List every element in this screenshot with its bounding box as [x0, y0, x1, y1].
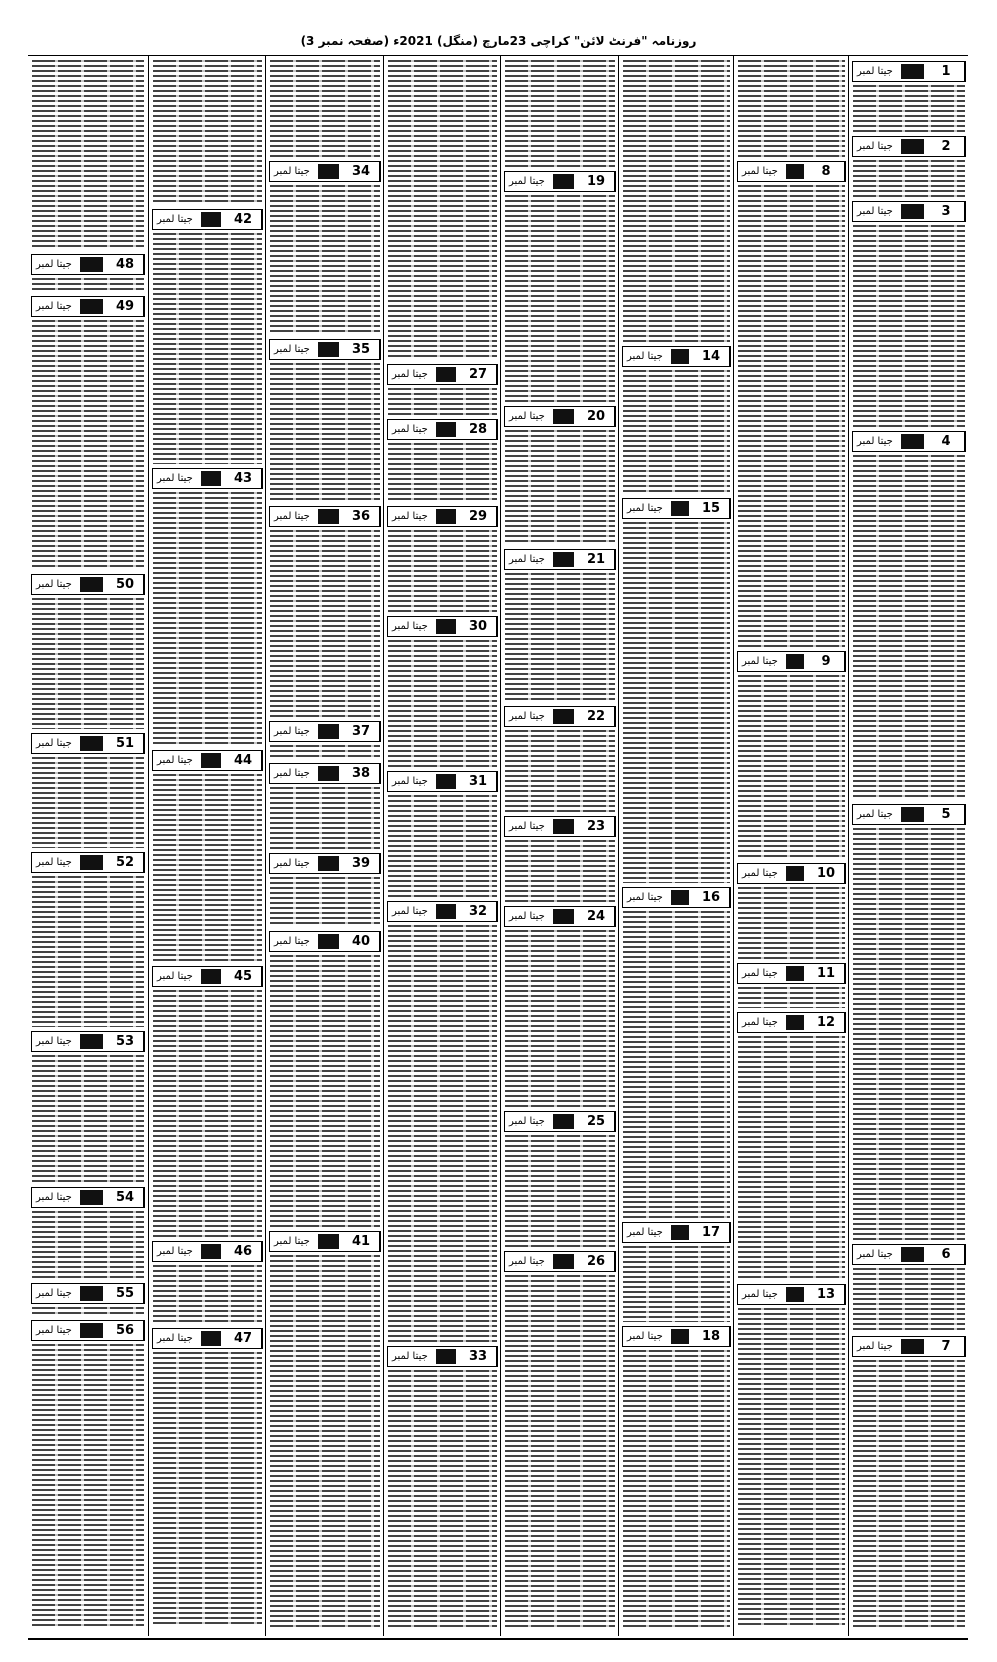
section-number: 52	[107, 853, 144, 872]
section-number: 51	[107, 734, 144, 753]
section-number: 44	[225, 751, 262, 770]
header-bar	[786, 866, 804, 881]
section-header	[504, 406, 616, 427]
section-number: 26	[578, 1252, 615, 1271]
section-header	[504, 1111, 616, 1132]
header-bar	[201, 753, 221, 768]
section-header	[31, 733, 145, 754]
article-text-block	[623, 522, 730, 883]
section-number: 13	[808, 1285, 845, 1304]
section-number: 33	[460, 1347, 497, 1366]
article-text-block	[623, 1350, 730, 1627]
section-number: 19	[578, 172, 615, 191]
section-label: جیتا لمبر	[392, 369, 428, 380]
section-header	[622, 346, 731, 367]
article-text-block	[270, 1255, 380, 1627]
section-header	[737, 1284, 846, 1305]
article-text-block	[32, 278, 144, 292]
section-number: 15	[693, 499, 730, 518]
article-text-block	[270, 787, 380, 849]
article-text-block	[853, 1268, 965, 1332]
section-header	[737, 161, 846, 182]
header-bar	[786, 1287, 804, 1302]
header-bar	[318, 856, 339, 871]
header-bar	[436, 367, 456, 382]
section-label: جیتا لمبر	[392, 511, 428, 522]
header-bar	[318, 509, 339, 524]
section-header	[31, 1283, 145, 1304]
section-label: جیتا لمبر	[274, 726, 310, 737]
section-header	[31, 574, 145, 595]
header-bar	[201, 471, 221, 486]
article-text-block	[388, 795, 497, 897]
section-header	[852, 431, 966, 452]
section-header	[152, 1328, 263, 1349]
section-label: جیتا لمبر	[742, 1017, 778, 1028]
article-text-block	[388, 388, 497, 415]
section-number: 40	[343, 932, 380, 951]
section-label: جیتا لمبر	[857, 141, 893, 152]
section-header	[269, 506, 381, 527]
article-text-block	[505, 195, 615, 402]
section-header	[737, 863, 846, 884]
header-bar	[318, 342, 339, 357]
header-bar	[901, 434, 924, 449]
header-bar	[553, 819, 574, 834]
section-number: 2	[928, 137, 965, 156]
header-bar	[436, 774, 456, 789]
section-label: جیتا لمبر	[742, 868, 778, 879]
header-bar	[671, 890, 689, 905]
section-label: جیتا لمبر	[36, 1325, 72, 1336]
header-bar	[436, 509, 456, 524]
column-6	[265, 56, 384, 1636]
section-number: 41	[343, 1232, 380, 1251]
section-label: جیتا لمبر	[157, 755, 193, 766]
section-number: 24	[578, 907, 615, 926]
section-number: 11	[808, 964, 845, 983]
section-label: جیتا لمبر	[36, 579, 72, 590]
section-number: 6	[928, 1245, 965, 1264]
article-text-block	[738, 887, 845, 959]
article-text-block	[388, 925, 497, 1342]
article-text-block	[270, 745, 380, 759]
section-number: 25	[578, 1112, 615, 1131]
header-bar	[201, 212, 221, 227]
section-header	[387, 901, 498, 922]
article-text-block	[153, 1265, 262, 1324]
column-grid	[28, 55, 968, 1636]
section-header	[504, 1251, 616, 1272]
section-header	[852, 61, 966, 82]
section-label: جیتا لمبر	[36, 738, 72, 749]
article-text-block	[32, 1344, 144, 1627]
article-text-block	[270, 530, 380, 717]
article-text-block	[738, 60, 845, 157]
section-label: جیتا لمبر	[157, 1333, 193, 1344]
column-7	[148, 56, 266, 1636]
section-header	[269, 931, 381, 952]
header-bar	[901, 1339, 924, 1354]
article-text-block	[270, 877, 380, 927]
section-header	[152, 966, 263, 987]
section-label: جیتا لمبر	[157, 1246, 193, 1257]
header-bar	[671, 1225, 689, 1240]
section-label: جیتا لمبر	[742, 656, 778, 667]
section-header	[152, 1241, 263, 1262]
section-label: جیتا لمبر	[509, 554, 545, 565]
section-number: 17	[693, 1223, 730, 1242]
section-header	[152, 750, 263, 771]
article-text-block	[623, 370, 730, 494]
section-number: 20	[578, 407, 615, 426]
header-bar	[80, 1034, 103, 1049]
section-header	[152, 468, 263, 489]
header-bar	[553, 409, 574, 424]
article-text-block	[738, 1036, 845, 1280]
section-number: 55	[107, 1284, 144, 1303]
article-text-block	[153, 1352, 262, 1627]
section-label: جیتا لمبر	[857, 1249, 893, 1260]
header-bar	[671, 501, 689, 516]
article-text-block	[505, 60, 615, 167]
section-number: 30	[460, 617, 497, 636]
section-header	[269, 763, 381, 784]
section-number: 34	[343, 162, 380, 181]
section-label: جیتا لمبر	[392, 621, 428, 632]
section-header	[622, 498, 731, 519]
section-header	[269, 161, 381, 182]
article-text-block	[388, 640, 497, 767]
section-number: 16	[693, 888, 730, 907]
section-number: 49	[107, 297, 144, 316]
section-header	[504, 706, 616, 727]
section-header	[269, 853, 381, 874]
section-label: جیتا لمبر	[36, 301, 72, 312]
article-text-block	[153, 492, 262, 746]
section-header	[31, 254, 145, 275]
article-text-block	[388, 1370, 497, 1627]
section-number: 7	[928, 1337, 965, 1356]
section-header	[387, 419, 498, 440]
section-number: 9	[808, 652, 845, 671]
header-bar	[553, 552, 574, 567]
article-text-block	[153, 774, 262, 962]
section-number: 31	[460, 772, 497, 791]
article-text-block	[270, 60, 380, 157]
section-header	[152, 209, 263, 230]
section-number: 53	[107, 1032, 144, 1051]
section-header	[387, 364, 498, 385]
section-header	[737, 651, 846, 672]
section-label: جیتا لمبر	[36, 1192, 72, 1203]
footer-rule	[28, 1638, 968, 1640]
column-3	[618, 56, 734, 1636]
section-header	[622, 887, 731, 908]
header-bar	[786, 164, 804, 179]
section-number: 46	[225, 1242, 262, 1261]
section-header	[852, 804, 966, 825]
section-number: 1	[928, 62, 965, 81]
header-bar	[80, 736, 103, 751]
section-number: 48	[107, 255, 144, 274]
article-text-block	[32, 1307, 144, 1316]
section-header	[852, 1244, 966, 1265]
header-bar	[80, 1286, 103, 1301]
section-header	[31, 1320, 145, 1341]
header-bar	[786, 966, 804, 981]
column-1	[848, 56, 969, 1636]
header-bar	[80, 1190, 103, 1205]
article-text-block	[505, 730, 615, 812]
section-label: جیتا لمبر	[36, 857, 72, 868]
section-number: 3	[928, 202, 965, 221]
section-label: جیتا لمبر	[742, 968, 778, 979]
section-header	[622, 1326, 731, 1347]
section-header	[387, 616, 498, 637]
section-header	[31, 1187, 145, 1208]
section-number: 37	[343, 722, 380, 741]
section-label: جیتا لمبر	[274, 166, 310, 177]
article-text-block	[32, 60, 144, 250]
header-bar	[671, 1329, 689, 1344]
article-text-block	[738, 1308, 845, 1627]
header-bar	[901, 807, 924, 822]
header-bar	[318, 1234, 339, 1249]
section-number: 23	[578, 817, 615, 836]
header-bar	[436, 619, 456, 634]
header-bar	[901, 204, 924, 219]
header-bar	[80, 855, 103, 870]
article-text-block	[505, 930, 615, 1107]
section-label: جیتا لمبر	[627, 1227, 663, 1238]
article-text-block	[623, 60, 730, 342]
article-text-block	[738, 185, 845, 647]
header-bar	[786, 654, 804, 669]
section-label: جیتا لمبر	[509, 411, 545, 422]
section-number: 36	[343, 507, 380, 526]
header-bar	[901, 64, 924, 79]
section-number: 39	[343, 854, 380, 873]
section-label: جیتا لمبر	[36, 259, 72, 270]
article-text-block	[853, 828, 965, 1240]
section-label: جیتا لمبر	[857, 206, 893, 217]
header-bar	[80, 577, 103, 592]
article-text-block	[153, 60, 262, 205]
section-header	[269, 339, 381, 360]
article-text-block	[853, 225, 965, 427]
article-text-block	[738, 675, 845, 859]
section-header	[622, 1222, 731, 1243]
header-bar	[901, 1247, 924, 1262]
header-bar	[671, 349, 689, 364]
article-text-block	[388, 443, 497, 502]
section-label: جیتا لمبر	[274, 511, 310, 522]
section-number: 47	[225, 1329, 262, 1348]
section-number: 28	[460, 420, 497, 439]
section-label: جیتا لمبر	[274, 936, 310, 947]
article-text-block	[270, 185, 380, 335]
section-header	[852, 136, 966, 157]
section-number: 4	[928, 432, 965, 451]
article-text-block	[853, 455, 965, 800]
section-number: 42	[225, 210, 262, 229]
section-number: 10	[808, 864, 845, 883]
section-label: جیتا لمبر	[274, 858, 310, 869]
article-text-block	[853, 1360, 965, 1627]
header-bar	[786, 1015, 804, 1030]
section-label: جیتا لمبر	[509, 176, 545, 187]
section-number: 43	[225, 469, 262, 488]
header-bar	[318, 934, 339, 949]
header-bar	[436, 904, 456, 919]
section-header	[737, 963, 846, 984]
article-text-block	[505, 430, 615, 545]
section-label: جیتا لمبر	[274, 768, 310, 779]
section-header	[387, 1346, 498, 1367]
section-label: جیتا لمبر	[627, 503, 663, 514]
article-text-block	[738, 987, 845, 1008]
section-label: جیتا لمبر	[857, 436, 893, 447]
header-bar	[553, 1254, 574, 1269]
section-header	[269, 1231, 381, 1252]
section-label: جیتا لمبر	[857, 809, 893, 820]
section-label: جیتا لمبر	[157, 214, 193, 225]
section-label: جیتا لمبر	[157, 473, 193, 484]
section-number: 54	[107, 1188, 144, 1207]
header-bar	[80, 1323, 103, 1338]
section-label: جیتا لمبر	[509, 911, 545, 922]
section-label: جیتا لمبر	[509, 1116, 545, 1127]
article-text-block	[32, 1055, 144, 1183]
header-bar	[553, 1114, 574, 1129]
section-header	[504, 549, 616, 570]
section-header	[504, 816, 616, 837]
section-label: جیتا لمبر	[742, 1289, 778, 1300]
section-number: 38	[343, 764, 380, 783]
section-label: جیتا لمبر	[509, 711, 545, 722]
header-bar	[80, 257, 103, 272]
header-bar	[318, 164, 339, 179]
section-label: جیتا لمبر	[627, 1331, 663, 1342]
section-label: جیتا لمبر	[274, 344, 310, 355]
section-number: 14	[693, 347, 730, 366]
header-bar	[436, 422, 456, 437]
section-header	[31, 1031, 145, 1052]
section-header	[852, 1336, 966, 1357]
section-header	[387, 506, 498, 527]
article-text-block	[505, 840, 615, 902]
section-label: جیتا لمبر	[157, 971, 193, 982]
header-bar	[201, 1244, 221, 1259]
column-4	[500, 56, 619, 1636]
section-number: 56	[107, 1321, 144, 1340]
section-label: جیتا لمبر	[627, 351, 663, 362]
article-text-block	[505, 1135, 615, 1247]
header-bar	[901, 139, 924, 154]
section-number: 5	[928, 805, 965, 824]
article-text-block	[505, 573, 615, 702]
article-text-block	[623, 1246, 730, 1322]
section-number: 29	[460, 507, 497, 526]
section-label: جیتا لمبر	[742, 166, 778, 177]
header-bar	[201, 1331, 221, 1346]
article-text-block	[853, 160, 965, 197]
header-bar	[201, 969, 221, 984]
header-bar	[553, 174, 574, 189]
section-header	[269, 721, 381, 742]
section-number: 18	[693, 1327, 730, 1346]
section-number: 32	[460, 902, 497, 921]
section-header	[387, 771, 498, 792]
section-header	[737, 1012, 846, 1033]
header-bar	[318, 766, 339, 781]
section-number: 12	[808, 1013, 845, 1032]
section-header	[852, 201, 966, 222]
article-text-block	[32, 876, 144, 1027]
section-label: جیتا لمبر	[36, 1036, 72, 1047]
column-5	[383, 56, 501, 1636]
column-2	[733, 56, 849, 1636]
section-label: جیتا لمبر	[274, 1236, 310, 1247]
section-label: جیتا لمبر	[509, 821, 545, 832]
section-label: جیتا لمبر	[627, 892, 663, 903]
article-text-block	[153, 233, 262, 464]
section-label: جیتا لمبر	[509, 1256, 545, 1267]
section-header	[504, 171, 616, 192]
article-text-block	[388, 60, 497, 360]
section-number: 35	[343, 340, 380, 359]
section-label: جیتا لمبر	[392, 1351, 428, 1362]
section-label: جیتا لمبر	[392, 776, 428, 787]
section-label: جیتا لمبر	[392, 906, 428, 917]
article-text-block	[32, 598, 144, 729]
article-text-block	[270, 363, 380, 502]
article-text-block	[153, 990, 262, 1237]
section-number: 50	[107, 575, 144, 594]
section-label: جیتا لمبر	[392, 424, 428, 435]
masthead: روزنامہ "فرنٹ لائن" کراچی 23مارچ (منگل) 2021ء (صفحہ نمبر 3)	[300, 34, 697, 48]
header-bar	[80, 299, 103, 314]
section-number: 45	[225, 967, 262, 986]
header-bar	[553, 909, 574, 924]
column-8	[28, 56, 148, 1636]
header-bar	[436, 1349, 456, 1364]
section-header	[31, 296, 145, 317]
section-number: 8	[808, 162, 845, 181]
article-text-block	[623, 911, 730, 1218]
section-header	[31, 852, 145, 873]
section-label: جیتا لمبر	[857, 66, 893, 77]
section-number: 22	[578, 707, 615, 726]
article-text-block	[505, 1275, 615, 1627]
section-number: 21	[578, 550, 615, 569]
article-text-block	[853, 85, 965, 132]
article-text-block	[32, 320, 144, 570]
header-bar	[318, 724, 339, 739]
article-text-block	[270, 955, 380, 1227]
section-label: جیتا لمبر	[857, 1341, 893, 1352]
section-number: 27	[460, 365, 497, 384]
article-text-block	[32, 757, 144, 848]
article-text-block	[388, 530, 497, 612]
section-header	[504, 906, 616, 927]
header-bar	[553, 709, 574, 724]
article-text-block	[32, 1211, 144, 1279]
section-label: جیتا لمبر	[36, 1288, 72, 1299]
